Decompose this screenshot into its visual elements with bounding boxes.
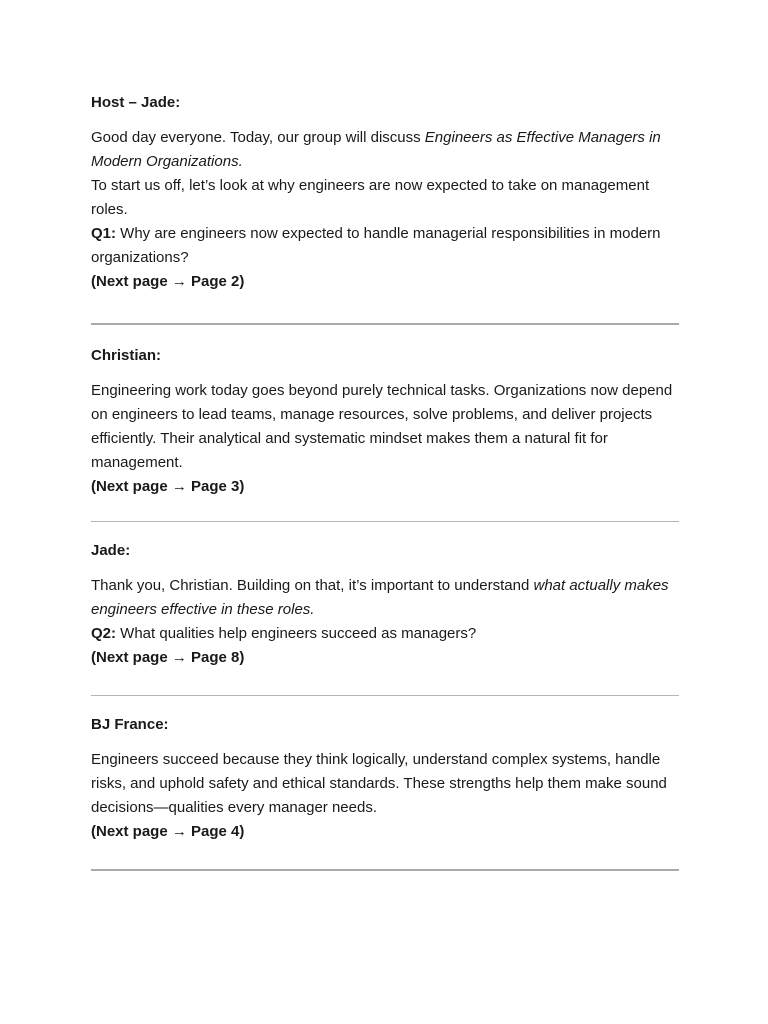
question-text: Why are engineers now expected to handle managerial responsibilities in modern organizations? — [91, 225, 661, 266]
section-jade — [91, 522, 679, 695]
text-run: Good day everyone. Today, our group will discuss — [91, 129, 425, 146]
question-label: Q1: — [91, 225, 117, 242]
section-christian — [91, 325, 679, 521]
paragraph: Engineering work today goes beyond purely technical tasks. Organizations now depend on engineers to lead teams, manage resources, solve problems, and deliver projects efficiently. Their analytical and systematic mindset makes them a natural fit for management. — [91, 382, 673, 471]
question-label: Q2: — [91, 625, 117, 642]
paragraph: Engineers succeed because they think logically, understand complex systems, handle risks, and uphold safety and ethical standards. These strengths help them make sound decisions—qualities every manager needs. — [91, 751, 667, 816]
next-page-link: (Next page → Page 3) — [91, 478, 245, 495]
question — [91, 622, 679, 646]
paragraph — [91, 126, 679, 174]
speaker-name: BJ France: — [91, 716, 169, 733]
speaker-name: Host – Jade: — [91, 94, 181, 111]
paragraph: To start us off, let’s look at why engineers are now expected to take on management roles. — [91, 177, 650, 218]
next-page-link: (Next page → Page 4) — [91, 823, 245, 840]
section-divider — [91, 869, 679, 871]
italic-topic: Engineers as Effective Managers in Modern Organizations. — [91, 129, 661, 170]
document-page — [91, 92, 679, 871]
speaker-name: Christian: — [91, 347, 162, 364]
section-bj-france — [91, 696, 679, 869]
section-host-jade — [91, 92, 679, 323]
question-text: What qualities help engineers succeed as managers? — [116, 625, 477, 642]
speaker-name: Jade: — [91, 542, 131, 559]
next-page-link: (Next page → Page 2) — [91, 273, 245, 290]
paragraph — [91, 574, 679, 622]
question — [91, 222, 679, 270]
italic-topic: what actually makes engineers effective in these roles. — [91, 577, 669, 618]
text-run: Thank you, Christian. Building on that, it’s important to understand — [91, 577, 534, 594]
next-page-link: (Next page → Page 8) — [91, 649, 245, 666]
